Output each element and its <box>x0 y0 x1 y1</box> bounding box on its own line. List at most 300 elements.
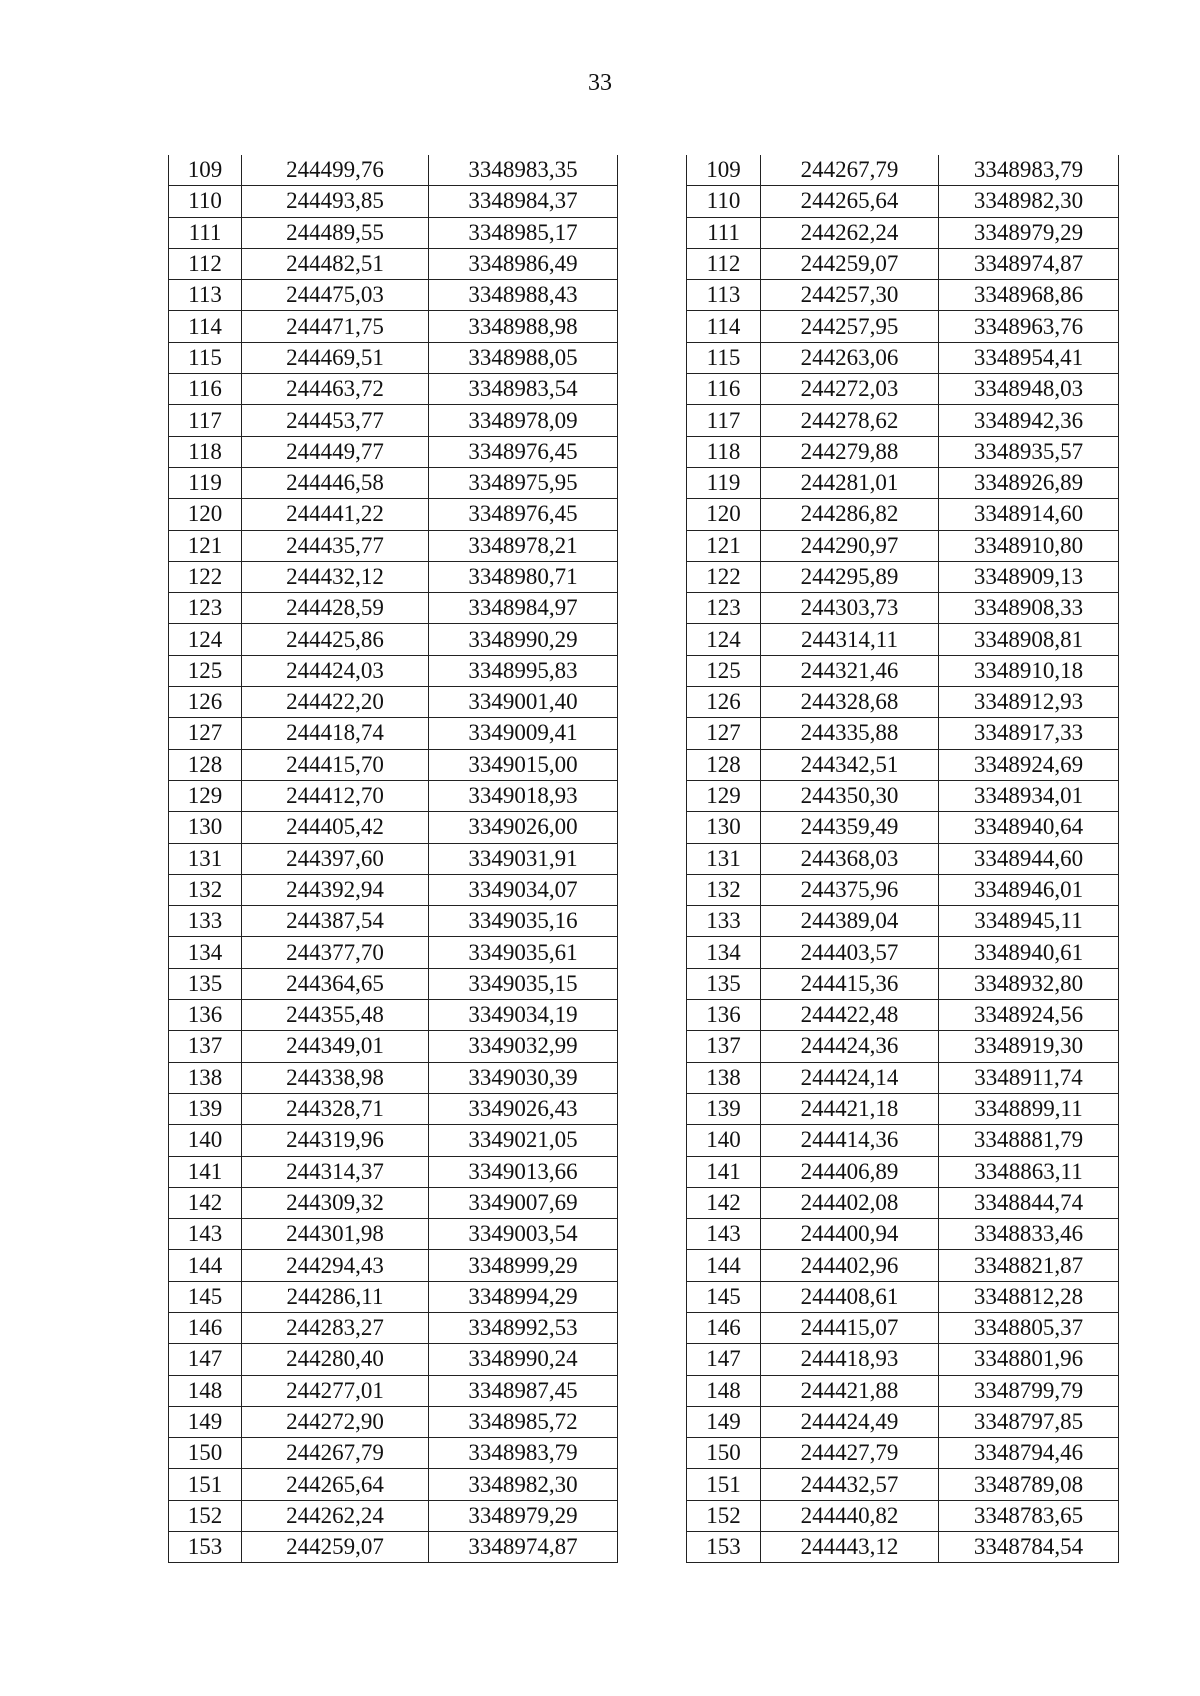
coordinates-table-right-body <box>687 155 1119 1563</box>
table-row <box>169 1156 618 1187</box>
point-number-cell: 145 <box>687 1281 761 1312</box>
y-coordinate-cell: 3348940,64 <box>939 812 1119 843</box>
point-number-cell: 114 <box>169 311 242 342</box>
y-coordinate-cell: 3348945,11 <box>939 906 1119 937</box>
table-row <box>687 1469 1119 1500</box>
table-row <box>687 1532 1119 1563</box>
x-coordinate-cell: 244482,51 <box>242 248 429 279</box>
point-number-cell: 126 <box>169 687 242 718</box>
x-coordinate-cell: 244428,59 <box>242 593 429 624</box>
x-coordinate-cell: 244406,89 <box>761 1156 939 1187</box>
point-number-cell: 133 <box>687 906 761 937</box>
point-number-cell: 132 <box>687 874 761 905</box>
point-number-cell: 123 <box>687 593 761 624</box>
x-coordinate-cell: 244402,96 <box>761 1250 939 1281</box>
table-row <box>169 655 618 686</box>
point-number-cell: 120 <box>169 499 242 530</box>
table-row <box>169 342 618 373</box>
point-number-cell: 124 <box>169 624 242 655</box>
y-coordinate-cell: 3348986,49 <box>429 248 618 279</box>
table-row <box>169 311 618 342</box>
point-number-cell: 111 <box>687 217 761 248</box>
point-number-cell: 110 <box>687 186 761 217</box>
point-number-cell: 139 <box>687 1093 761 1124</box>
point-number-cell: 112 <box>687 248 761 279</box>
y-coordinate-cell: 3348974,87 <box>939 248 1119 279</box>
y-coordinate-cell: 3348801,96 <box>939 1344 1119 1375</box>
point-number-cell: 138 <box>169 1062 242 1093</box>
x-coordinate-cell: 244432,57 <box>761 1469 939 1500</box>
point-number-cell: 122 <box>687 561 761 592</box>
table-row <box>687 1187 1119 1218</box>
point-number-cell: 111 <box>169 217 242 248</box>
point-number-cell: 136 <box>687 1000 761 1031</box>
table-row <box>687 436 1119 467</box>
y-coordinate-cell: 3348919,30 <box>939 1031 1119 1062</box>
y-coordinate-cell: 3348980,71 <box>429 561 618 592</box>
x-coordinate-cell: 244278,62 <box>761 405 939 436</box>
point-number-cell: 121 <box>169 530 242 561</box>
x-coordinate-cell: 244364,65 <box>242 968 429 999</box>
point-number-cell: 139 <box>169 1093 242 1124</box>
point-number-cell: 142 <box>169 1187 242 1218</box>
point-number-cell: 110 <box>169 186 242 217</box>
point-number-cell: 115 <box>169 342 242 373</box>
x-coordinate-cell: 244421,88 <box>761 1375 939 1406</box>
table-row <box>169 1219 618 1250</box>
table-row <box>169 1344 618 1375</box>
x-coordinate-cell: 244405,42 <box>242 812 429 843</box>
x-coordinate-cell: 244359,49 <box>761 812 939 843</box>
y-coordinate-cell: 3348990,24 <box>429 1344 618 1375</box>
y-coordinate-cell: 3348833,46 <box>939 1219 1119 1250</box>
x-coordinate-cell: 244328,71 <box>242 1093 429 1124</box>
table-row <box>169 718 618 749</box>
point-number-cell: 135 <box>169 968 242 999</box>
point-number-cell: 140 <box>169 1125 242 1156</box>
y-coordinate-cell: 3348978,21 <box>429 530 618 561</box>
y-coordinate-cell: 3348917,33 <box>939 718 1119 749</box>
point-number-cell: 137 <box>169 1031 242 1062</box>
y-coordinate-cell: 3348974,87 <box>429 1532 618 1563</box>
table-row <box>687 624 1119 655</box>
table-row <box>687 248 1119 279</box>
table-row <box>169 1000 618 1031</box>
table-row <box>687 1312 1119 1343</box>
y-coordinate-cell: 3348926,89 <box>939 467 1119 498</box>
table-row <box>687 1344 1119 1375</box>
y-coordinate-cell: 3349003,54 <box>429 1219 618 1250</box>
y-coordinate-cell: 3348844,74 <box>939 1187 1119 1218</box>
x-coordinate-cell: 244387,54 <box>242 906 429 937</box>
x-coordinate-cell: 244272,03 <box>761 374 939 405</box>
table-row <box>169 874 618 905</box>
table-row <box>169 1438 618 1469</box>
x-coordinate-cell: 244424,03 <box>242 655 429 686</box>
table-row <box>169 561 618 592</box>
y-coordinate-cell: 3349030,39 <box>429 1062 618 1093</box>
x-coordinate-cell: 244415,07 <box>761 1312 939 1343</box>
point-number-cell: 145 <box>169 1281 242 1312</box>
y-coordinate-cell: 3348988,05 <box>429 342 618 373</box>
point-number-cell: 151 <box>687 1469 761 1500</box>
table-row <box>169 186 618 217</box>
y-coordinate-cell: 3348975,95 <box>429 467 618 498</box>
x-coordinate-cell: 244286,11 <box>242 1281 429 1312</box>
x-coordinate-cell: 244402,08 <box>761 1187 939 1218</box>
y-coordinate-cell: 3348999,29 <box>429 1250 618 1281</box>
table-row <box>169 1469 618 1500</box>
y-coordinate-cell: 3348797,85 <box>939 1406 1119 1437</box>
point-number-cell: 128 <box>687 749 761 780</box>
x-coordinate-cell: 244290,97 <box>761 530 939 561</box>
x-coordinate-cell: 244277,01 <box>242 1375 429 1406</box>
x-coordinate-cell: 244281,01 <box>761 467 939 498</box>
x-coordinate-cell: 244415,70 <box>242 749 429 780</box>
y-coordinate-cell: 3348863,11 <box>939 1156 1119 1187</box>
x-coordinate-cell: 244424,14 <box>761 1062 939 1093</box>
y-coordinate-cell: 3348789,08 <box>939 1469 1119 1500</box>
x-coordinate-cell: 244414,36 <box>761 1125 939 1156</box>
x-coordinate-cell: 244259,07 <box>242 1532 429 1563</box>
table-row <box>169 280 618 311</box>
table-row <box>169 812 618 843</box>
point-number-cell: 118 <box>687 436 761 467</box>
table-row <box>169 1187 618 1218</box>
page-number: 33 <box>588 70 612 96</box>
x-coordinate-cell: 244257,30 <box>761 280 939 311</box>
y-coordinate-cell: 3348812,28 <box>939 1281 1119 1312</box>
point-number-cell: 147 <box>169 1344 242 1375</box>
point-number-cell: 127 <box>169 718 242 749</box>
y-coordinate-cell: 3348979,29 <box>429 1500 618 1531</box>
x-coordinate-cell: 244257,95 <box>761 311 939 342</box>
x-coordinate-cell: 244432,12 <box>242 561 429 592</box>
y-coordinate-cell: 3348982,30 <box>429 1469 618 1500</box>
y-coordinate-cell: 3348976,45 <box>429 436 618 467</box>
y-coordinate-cell: 3348983,54 <box>429 374 618 405</box>
x-coordinate-cell: 244421,18 <box>761 1093 939 1124</box>
x-coordinate-cell: 244427,79 <box>761 1438 939 1469</box>
point-number-cell: 129 <box>169 780 242 811</box>
point-number-cell: 128 <box>169 749 242 780</box>
point-number-cell: 130 <box>687 812 761 843</box>
y-coordinate-cell: 3349013,66 <box>429 1156 618 1187</box>
point-number-cell: 117 <box>169 405 242 436</box>
table-row <box>169 593 618 624</box>
x-coordinate-cell: 244493,85 <box>242 186 429 217</box>
y-coordinate-cell: 3348992,53 <box>429 1312 618 1343</box>
point-number-cell: 130 <box>169 812 242 843</box>
point-number-cell: 131 <box>687 843 761 874</box>
point-number-cell: 138 <box>687 1062 761 1093</box>
point-number-cell: 118 <box>169 436 242 467</box>
table-row <box>687 155 1119 186</box>
x-coordinate-cell: 244303,73 <box>761 593 939 624</box>
y-coordinate-cell: 3348784,54 <box>939 1532 1119 1563</box>
table-row <box>687 342 1119 373</box>
table-row <box>687 1500 1119 1531</box>
point-number-cell: 109 <box>169 155 242 186</box>
point-number-cell: 151 <box>169 1469 242 1500</box>
point-number-cell: 148 <box>687 1375 761 1406</box>
point-number-cell: 144 <box>687 1250 761 1281</box>
table-row <box>169 1062 618 1093</box>
table-row <box>169 1406 618 1437</box>
y-coordinate-cell: 3348978,09 <box>429 405 618 436</box>
x-coordinate-cell: 244335,88 <box>761 718 939 749</box>
y-coordinate-cell: 3349007,69 <box>429 1187 618 1218</box>
point-number-cell: 133 <box>169 906 242 937</box>
y-coordinate-cell: 3348935,57 <box>939 436 1119 467</box>
table-row <box>687 593 1119 624</box>
table-row <box>687 1156 1119 1187</box>
x-coordinate-cell: 244403,57 <box>761 937 939 968</box>
x-coordinate-cell: 244415,36 <box>761 968 939 999</box>
y-coordinate-cell: 3348911,74 <box>939 1062 1119 1093</box>
table-row <box>169 843 618 874</box>
y-coordinate-cell: 3348805,37 <box>939 1312 1119 1343</box>
y-coordinate-cell: 3348912,93 <box>939 687 1119 718</box>
table-row <box>169 1125 618 1156</box>
x-coordinate-cell: 244262,24 <box>242 1500 429 1531</box>
y-coordinate-cell: 3348821,87 <box>939 1250 1119 1281</box>
y-coordinate-cell: 3349035,61 <box>429 937 618 968</box>
point-number-cell: 125 <box>169 655 242 686</box>
y-coordinate-cell: 3349034,19 <box>429 1000 618 1031</box>
y-coordinate-cell: 3348954,41 <box>939 342 1119 373</box>
point-number-cell: 122 <box>169 561 242 592</box>
x-coordinate-cell: 244435,77 <box>242 530 429 561</box>
y-coordinate-cell: 3348910,80 <box>939 530 1119 561</box>
x-coordinate-cell: 244418,93 <box>761 1344 939 1375</box>
table-row <box>687 1000 1119 1031</box>
point-number-cell: 153 <box>169 1532 242 1563</box>
y-coordinate-cell: 3349018,93 <box>429 780 618 811</box>
x-coordinate-cell: 244424,49 <box>761 1406 939 1437</box>
y-coordinate-cell: 3348934,01 <box>939 780 1119 811</box>
table-row <box>169 248 618 279</box>
table-row <box>169 968 618 999</box>
y-coordinate-cell: 3348932,80 <box>939 968 1119 999</box>
point-number-cell: 136 <box>169 1000 242 1031</box>
coordinates-table-right <box>686 155 1119 1563</box>
table-row <box>169 155 618 186</box>
x-coordinate-cell: 244443,12 <box>761 1532 939 1563</box>
point-number-cell: 148 <box>169 1375 242 1406</box>
table-row <box>687 874 1119 905</box>
x-coordinate-cell: 244389,04 <box>761 906 939 937</box>
point-number-cell: 152 <box>687 1500 761 1531</box>
point-number-cell: 114 <box>687 311 761 342</box>
y-coordinate-cell: 3348979,29 <box>939 217 1119 248</box>
table-row <box>169 1500 618 1531</box>
point-number-cell: 134 <box>687 937 761 968</box>
x-coordinate-cell: 244489,55 <box>242 217 429 248</box>
x-coordinate-cell: 244349,01 <box>242 1031 429 1062</box>
table-row <box>169 436 618 467</box>
y-coordinate-cell: 3348968,86 <box>939 280 1119 311</box>
x-coordinate-cell: 244314,37 <box>242 1156 429 1187</box>
table-row <box>687 1219 1119 1250</box>
y-coordinate-cell: 3348984,97 <box>429 593 618 624</box>
x-coordinate-cell: 244262,24 <box>761 217 939 248</box>
y-coordinate-cell: 3349031,91 <box>429 843 618 874</box>
table-row <box>687 1375 1119 1406</box>
point-number-cell: 125 <box>687 655 761 686</box>
table-row <box>169 374 618 405</box>
point-number-cell: 143 <box>687 1219 761 1250</box>
point-number-cell: 149 <box>169 1406 242 1437</box>
y-coordinate-cell: 3348990,29 <box>429 624 618 655</box>
x-coordinate-cell: 244499,76 <box>242 155 429 186</box>
table-row <box>169 1250 618 1281</box>
x-coordinate-cell: 244263,06 <box>761 342 939 373</box>
y-coordinate-cell: 3348988,98 <box>429 311 618 342</box>
y-coordinate-cell: 3348910,18 <box>939 655 1119 686</box>
x-coordinate-cell: 244328,68 <box>761 687 939 718</box>
point-number-cell: 143 <box>169 1219 242 1250</box>
y-coordinate-cell: 3349035,16 <box>429 906 618 937</box>
y-coordinate-cell: 3348908,33 <box>939 593 1119 624</box>
x-coordinate-cell: 244375,96 <box>761 874 939 905</box>
x-coordinate-cell: 244283,27 <box>242 1312 429 1343</box>
table-row <box>169 499 618 530</box>
point-number-cell: 153 <box>687 1532 761 1563</box>
point-number-cell: 137 <box>687 1031 761 1062</box>
table-row <box>687 1031 1119 1062</box>
point-number-cell: 150 <box>169 1438 242 1469</box>
table-row <box>687 1438 1119 1469</box>
x-coordinate-cell: 244279,88 <box>761 436 939 467</box>
y-coordinate-cell: 3348983,79 <box>939 155 1119 186</box>
table-row <box>169 530 618 561</box>
y-coordinate-cell: 3348940,61 <box>939 937 1119 968</box>
table-row <box>169 1375 618 1406</box>
point-number-cell: 113 <box>687 280 761 311</box>
table-row <box>687 1250 1119 1281</box>
x-coordinate-cell: 244463,72 <box>242 374 429 405</box>
x-coordinate-cell: 244259,07 <box>761 248 939 279</box>
y-coordinate-cell: 3348983,35 <box>429 155 618 186</box>
x-coordinate-cell: 244475,03 <box>242 280 429 311</box>
point-number-cell: 134 <box>169 937 242 968</box>
table-row <box>687 374 1119 405</box>
table-row <box>687 530 1119 561</box>
table-row <box>169 217 618 248</box>
y-coordinate-cell: 3348783,65 <box>939 1500 1119 1531</box>
point-number-cell: 149 <box>687 1406 761 1437</box>
x-coordinate-cell: 244295,89 <box>761 561 939 592</box>
x-coordinate-cell: 244408,61 <box>761 1281 939 1312</box>
point-number-cell: 119 <box>169 467 242 498</box>
y-coordinate-cell: 3349026,43 <box>429 1093 618 1124</box>
point-number-cell: 131 <box>169 843 242 874</box>
table-row <box>687 718 1119 749</box>
x-coordinate-cell: 244400,94 <box>761 1219 939 1250</box>
x-coordinate-cell: 244355,48 <box>242 1000 429 1031</box>
table-row <box>687 843 1119 874</box>
x-coordinate-cell: 244265,64 <box>242 1469 429 1500</box>
y-coordinate-cell: 3348994,29 <box>429 1281 618 1312</box>
table-row <box>169 937 618 968</box>
y-coordinate-cell: 3349034,07 <box>429 874 618 905</box>
x-coordinate-cell: 244418,74 <box>242 718 429 749</box>
point-number-cell: 116 <box>687 374 761 405</box>
point-number-cell: 146 <box>169 1312 242 1343</box>
y-coordinate-cell: 3348924,69 <box>939 749 1119 780</box>
y-coordinate-cell: 3348995,83 <box>429 655 618 686</box>
y-coordinate-cell: 3349009,41 <box>429 718 618 749</box>
x-coordinate-cell: 244469,51 <box>242 342 429 373</box>
x-coordinate-cell: 244392,94 <box>242 874 429 905</box>
table-row <box>169 1031 618 1062</box>
table-row <box>687 280 1119 311</box>
point-number-cell: 132 <box>169 874 242 905</box>
x-coordinate-cell: 244314,11 <box>761 624 939 655</box>
table-row <box>169 1532 618 1563</box>
y-coordinate-cell: 3348963,76 <box>939 311 1119 342</box>
x-coordinate-cell: 244309,32 <box>242 1187 429 1218</box>
x-coordinate-cell: 244338,98 <box>242 1062 429 1093</box>
table-row <box>169 467 618 498</box>
y-coordinate-cell: 3348948,03 <box>939 374 1119 405</box>
x-coordinate-cell: 244350,30 <box>761 780 939 811</box>
table-row <box>687 561 1119 592</box>
y-coordinate-cell: 3349021,05 <box>429 1125 618 1156</box>
table-row <box>169 687 618 718</box>
x-coordinate-cell: 244471,75 <box>242 311 429 342</box>
y-coordinate-cell: 3348908,81 <box>939 624 1119 655</box>
x-coordinate-cell: 244412,70 <box>242 780 429 811</box>
table-row <box>169 1281 618 1312</box>
y-coordinate-cell: 3348985,17 <box>429 217 618 248</box>
point-number-cell: 120 <box>687 499 761 530</box>
table-row <box>687 655 1119 686</box>
x-coordinate-cell: 244422,48 <box>761 1000 939 1031</box>
y-coordinate-cell: 3348946,01 <box>939 874 1119 905</box>
y-coordinate-cell: 3348924,56 <box>939 1000 1119 1031</box>
table-row <box>687 1406 1119 1437</box>
x-coordinate-cell: 244368,03 <box>761 843 939 874</box>
y-coordinate-cell: 3348987,45 <box>429 1375 618 1406</box>
table-row <box>687 499 1119 530</box>
x-coordinate-cell: 244446,58 <box>242 467 429 498</box>
x-coordinate-cell: 244267,79 <box>242 1438 429 1469</box>
x-coordinate-cell: 244265,64 <box>761 186 939 217</box>
y-coordinate-cell: 3348984,37 <box>429 186 618 217</box>
point-number-cell: 135 <box>687 968 761 999</box>
x-coordinate-cell: 244272,90 <box>242 1406 429 1437</box>
table-row <box>687 968 1119 999</box>
point-number-cell: 109 <box>687 155 761 186</box>
table-row <box>687 780 1119 811</box>
x-coordinate-cell: 244449,77 <box>242 436 429 467</box>
y-coordinate-cell: 3348942,36 <box>939 405 1119 436</box>
table-row <box>687 405 1119 436</box>
y-coordinate-cell: 3349035,15 <box>429 968 618 999</box>
point-number-cell: 142 <box>687 1187 761 1218</box>
coordinates-table-left-body <box>169 155 618 1563</box>
y-coordinate-cell: 3348909,13 <box>939 561 1119 592</box>
y-coordinate-cell: 3348982,30 <box>939 186 1119 217</box>
y-coordinate-cell: 3349032,99 <box>429 1031 618 1062</box>
table-row <box>169 749 618 780</box>
point-number-cell: 115 <box>687 342 761 373</box>
table-row <box>169 1312 618 1343</box>
y-coordinate-cell: 3348799,79 <box>939 1375 1119 1406</box>
y-coordinate-cell: 3348881,79 <box>939 1125 1119 1156</box>
